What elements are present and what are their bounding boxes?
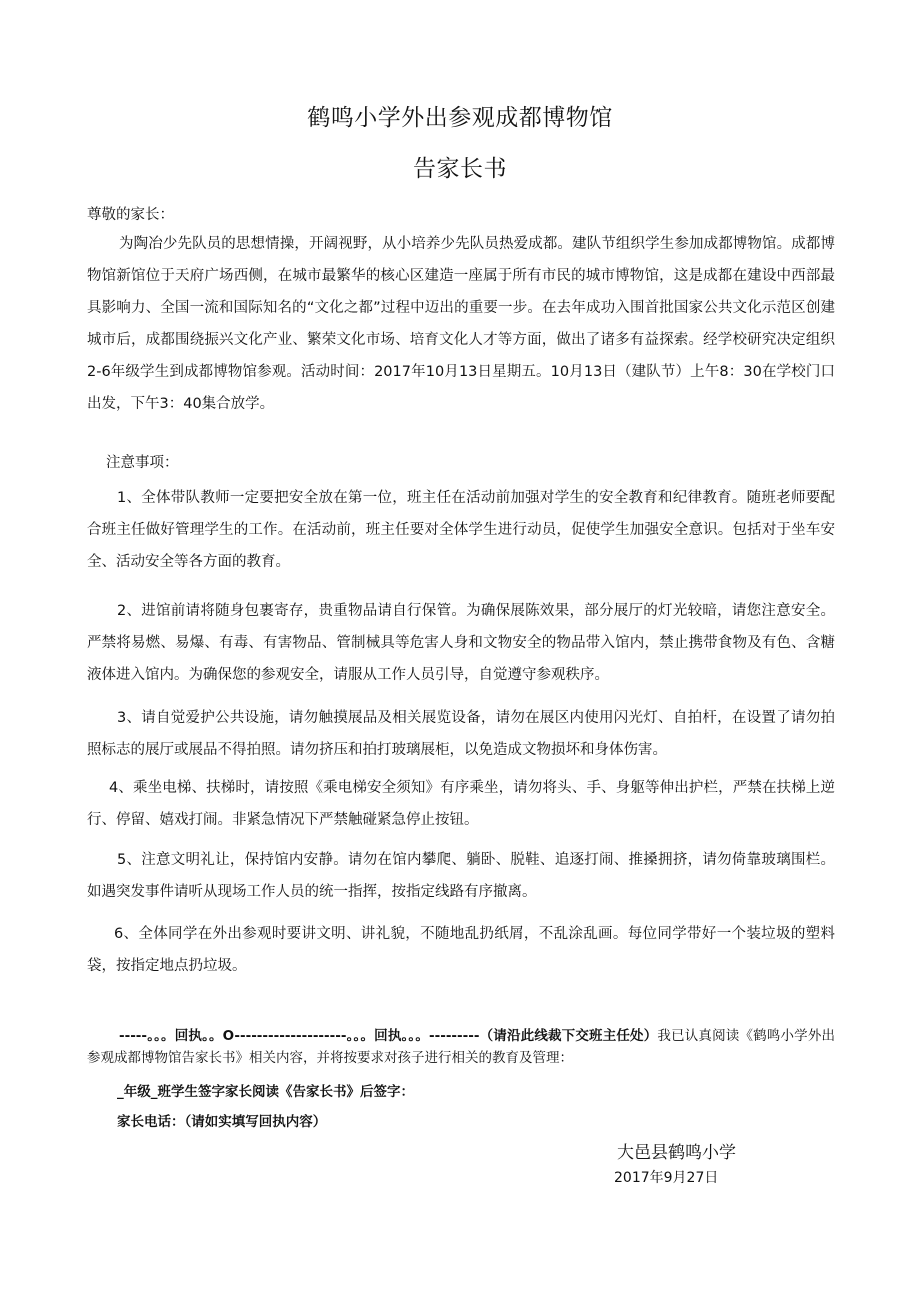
notes-heading: 注意事项： xyxy=(106,455,179,471)
signature-line: _年级_班学生签字家长阅读《告家长书》后签字： xyxy=(117,1084,414,1100)
note-item xyxy=(87,844,835,908)
salutation: 尊敬的家长： xyxy=(87,207,174,223)
document-title: 鹤鸣小学外出参观成都博物馆 xyxy=(307,105,613,131)
school-name: 大邑县鹤鸣小学 xyxy=(617,1143,736,1163)
note-item xyxy=(87,918,835,982)
document-subtitle: 告家长书 xyxy=(413,156,507,182)
intro-text: 为陶冶少先队员的思想情操，开阔视野，从小培养少先队员热爱成都。建队节组织学生参加成都博物馆。成都博物馆新馆位于天府广场西侧，在城市最繁华的核心区建造一座属于所有市民的城市博物馆，这是成都在建设中西部最具影响力、全国一流和国际知名的“文化之都”过程中迈出的重要一步。在去年成功入围首批国家公共文化示范区创建城市后，成都围绕振兴文化产业、繁荣文化市场、培育文化人才等方面，做出了诸多有益探索。经学校研究决定组织2-6年级学生到成都博物馆参观。活动时间：2017年10月13日星期五。10月13日（建队节）上午8：30在学校门口出发，下午3：40集合放学。 xyxy=(87,236,835,412)
cut-line: -----。。。回执。。O--------------------。。。回执。。。---------（请沿此线裁下交班主任处） xyxy=(119,1028,658,1044)
issue-date: 2017年9月27日 xyxy=(614,1170,719,1186)
note-item xyxy=(87,702,835,766)
note-text-5: 5、注意文明礼让，保持馆内安静。请勿在馆内攀爬、躺卧、脱鞋、追逐打闹、推搡拥挤，请勿倚靠玻璃围栏。如遇突发事件请听从现场工作人员的统一指挥，按指定线路有序撤离。 xyxy=(87,852,835,900)
note-item xyxy=(87,482,835,578)
note-text-3: 3、请自觉爱护公共设施，请勿触摸展品及相关展览设备，请勿在展区内使用闪光灯、自拍杆，在设置了请勿拍照标志的展厅或展品不得拍照。请勿挤压和拍打玻璃展柜，以免造成文物损坏和身体伤害。 xyxy=(87,710,835,758)
receipt-section xyxy=(87,1025,835,1069)
note-text-4: 4、乘坐电梯、扶梯时，请按照《乘电梯安全须知》有序乘坐，请勿将头、手、身躯等伸出护栏，严禁在扶梯上逆行、停留、嬉戏打闹。非紧急情况下严禁触碰紧急停止按钮。 xyxy=(87,780,835,828)
receipt-statement: 我已认真阅读《鹤鸣小学外出参观成都博物馆告家长书》相关内容，并将按要求对孩子进行相关的教育及管理： xyxy=(87,1028,836,1066)
note-text-2: 2、进馆前请将随身包裹寄存，贵重物品请自行保管。为确保展陈效果，部分展厅的灯光较暗，请您注意安全。严禁将易燃、易爆、有毒、有害物品、管制械具等危害人身和文物安全的物品带入馆内，禁止携带食物及有色、含糖液体进入馆内。为确保您的参观安全，请服从工作人员引导，自觉遵守参观秩序。 xyxy=(87,603,835,683)
note-text-1: 1、全体带队教师一定要把安全放在第一位，班主任在活动前加强对学生的安全教育和纪律教育。随班老师要配合班主任做好管理学生的工作。在活动前，班主任要对全体学生进行动员，促使学生加强安全意识。包括对于坐车安全、活动安全等各方面的教育。 xyxy=(87,490,835,570)
note-item xyxy=(87,772,835,836)
note-item xyxy=(87,595,835,691)
intro-paragraph xyxy=(87,228,835,420)
note-text-6: 6、全体同学在外出参观时要讲文明、讲礼貌，不随地乱扔纸屑，不乱涂乱画。每位同学带好一个装垃圾的塑料袋，按指定地点扔垃圾。 xyxy=(87,926,835,974)
receipt-paragraph xyxy=(87,1025,835,1069)
parent-phone-line: 家长电话：（请如实填写回执内容） xyxy=(117,1114,327,1130)
